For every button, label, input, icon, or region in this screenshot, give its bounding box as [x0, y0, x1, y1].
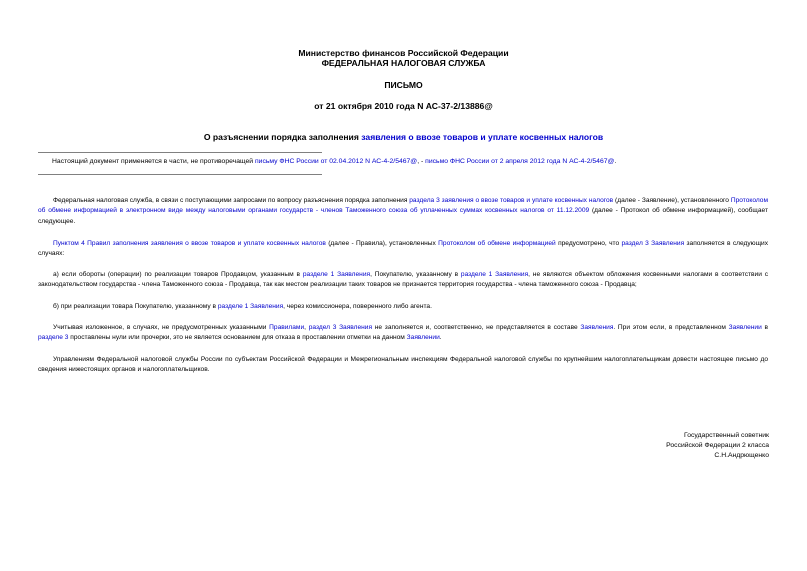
p1-link-section3[interactable]: раздела 3 заявления о ввозе товаров и уплате косвенных налогов: [409, 197, 614, 204]
p2-text: (далее - Правила), установленных: [325, 240, 439, 247]
p5-text: в: [761, 324, 768, 331]
p5-text: проставлены нули или прочерки, это не является основанием для отказа в проставлении отметки на данном: [68, 334, 407, 342]
p1-link-protocol[interactable]: Протоколом об обмене информацией в электронном виде между налоговыми органами государств - членов Таможенного союза об уплаченных суммах косвенных налогов от 11.12.2009: [38, 197, 768, 215]
applicability-note: [52, 158, 616, 165]
p4-link-1[interactable]: разделе 1 Заявления: [217, 303, 284, 310]
p2-link-protocol[interactable]: Протоколом об обмене информацией: [438, 240, 556, 247]
paragraph-5: [38, 323, 768, 344]
note-text: .: [614, 158, 617, 165]
signature-rank: Российской Федерации 2 класса: [666, 442, 769, 450]
paragraph-3: [38, 270, 768, 291]
divider-bottom: [38, 174, 322, 175]
p1-text: Федеральная налоговая служба, в связи с поступающими запросами по вопросу разъяснения порядка заполнения: [53, 197, 410, 204]
note-text: , -: [417, 158, 426, 165]
title-text: О разъяснении порядка заполнения: [203, 132, 362, 142]
p1-text: (далее - Заявление), установленного: [613, 197, 731, 204]
paragraph-4: [38, 302, 768, 312]
p3-link-1[interactable]: разделе 1 Заявления: [302, 271, 371, 278]
p5-link-application[interactable]: Заявления: [580, 324, 614, 331]
paragraph-1: [38, 196, 768, 227]
p5-link-section3[interactable]: раздел 3 Заявления: [308, 324, 373, 331]
p5-link-section3-2[interactable]: разделе 3: [38, 334, 69, 342]
p2-text: заполняется в следующих случаях:: [38, 240, 768, 258]
p2-link-section3[interactable]: раздел 3 Заявления: [621, 240, 685, 247]
signature-block: [666, 431, 769, 462]
ministry-heading: Министерство финансов Российской Федерации: [298, 48, 509, 58]
p2-link-rules[interactable]: Пунктом 4 Правил заполнения заявления о ввозе товаров и уплате косвенных налогов: [53, 240, 326, 247]
doc-date-number: от 21 октября 2010 года N АС-37-2/13886@: [314, 101, 493, 111]
letter-title: [0, 132, 807, 142]
note-link-1[interactable]: письму ФНС России от 02.04.2012 N АС-4-2/5467@: [254, 158, 418, 165]
p1-text: (далее - Протокол об обмене информацией), сообщает следующее.: [38, 207, 768, 225]
p5-text: . При этом если, в представленном: [613, 324, 729, 331]
p5-link-rules[interactable]: Правилами: [269, 324, 305, 331]
p5-text: не заполняется и, соответственно, не представляется в составе: [372, 324, 581, 331]
paragraph-6: [38, 355, 768, 376]
p3-link-2[interactable]: разделе 1 Заявления: [460, 271, 529, 278]
signature-title: Государственный советник: [684, 432, 769, 439]
paragraph-2: [38, 239, 768, 260]
p6-text: Управлениям Федеральной налоговой службы России по субъектам Российской Федерации и Межрегиональным инспекциям Федеральной налоговой службы по крупнейшим налогоплательщикам довести настоящее письмо до сведения нижестоящих органов и налогоплательщиков.: [38, 356, 768, 374]
note-text: Настоящий документ применяется в части, не противоречащей: [52, 158, 255, 165]
p2-text: предусмотрено, что: [555, 240, 622, 247]
signature-name: С.Н.Андрющенко: [714, 452, 769, 460]
divider-top: [38, 152, 322, 153]
note-link-2[interactable]: письмо ФНС России от 2 апреля 2012 года N АС-4-2/5467@: [425, 158, 615, 165]
p5-text: Учитывая изложенное, в случаях, не предусмотренных указанными: [53, 324, 270, 331]
doc-type-heading: ПИСЬМО: [384, 80, 423, 90]
p4-text: , через комиссионера, поверенного либо агента.: [283, 303, 432, 310]
p3-text: , не являются объектом обложения косвенными налогами в соответствии с законодательством государства - члена Таможенного союза - Продавца, так как местом реализации таких товаров не признается территория государства - члена таможенного союза - Продавца;: [38, 271, 769, 289]
p3-text: , Покупателю, указанному в: [370, 271, 461, 278]
p5-link-application-2[interactable]: Заявлении: [728, 324, 762, 331]
p3-text: а) если обороты (операции) по реализации товаров Продавцом, указанным в: [53, 271, 303, 278]
p5-text: ,: [304, 324, 309, 331]
p5-text: .: [439, 334, 442, 342]
p5-link-application-3[interactable]: Заявлении: [406, 334, 440, 342]
service-heading: ФЕДЕРАЛЬНАЯ НАЛОГОВАЯ СЛУЖБА: [321, 58, 486, 68]
title-link[interactable]: заявления о ввозе товаров и уплате косвенных налогов: [361, 132, 604, 142]
p4-text: б) при реализации товара Покупателю, указанному в: [53, 303, 218, 310]
